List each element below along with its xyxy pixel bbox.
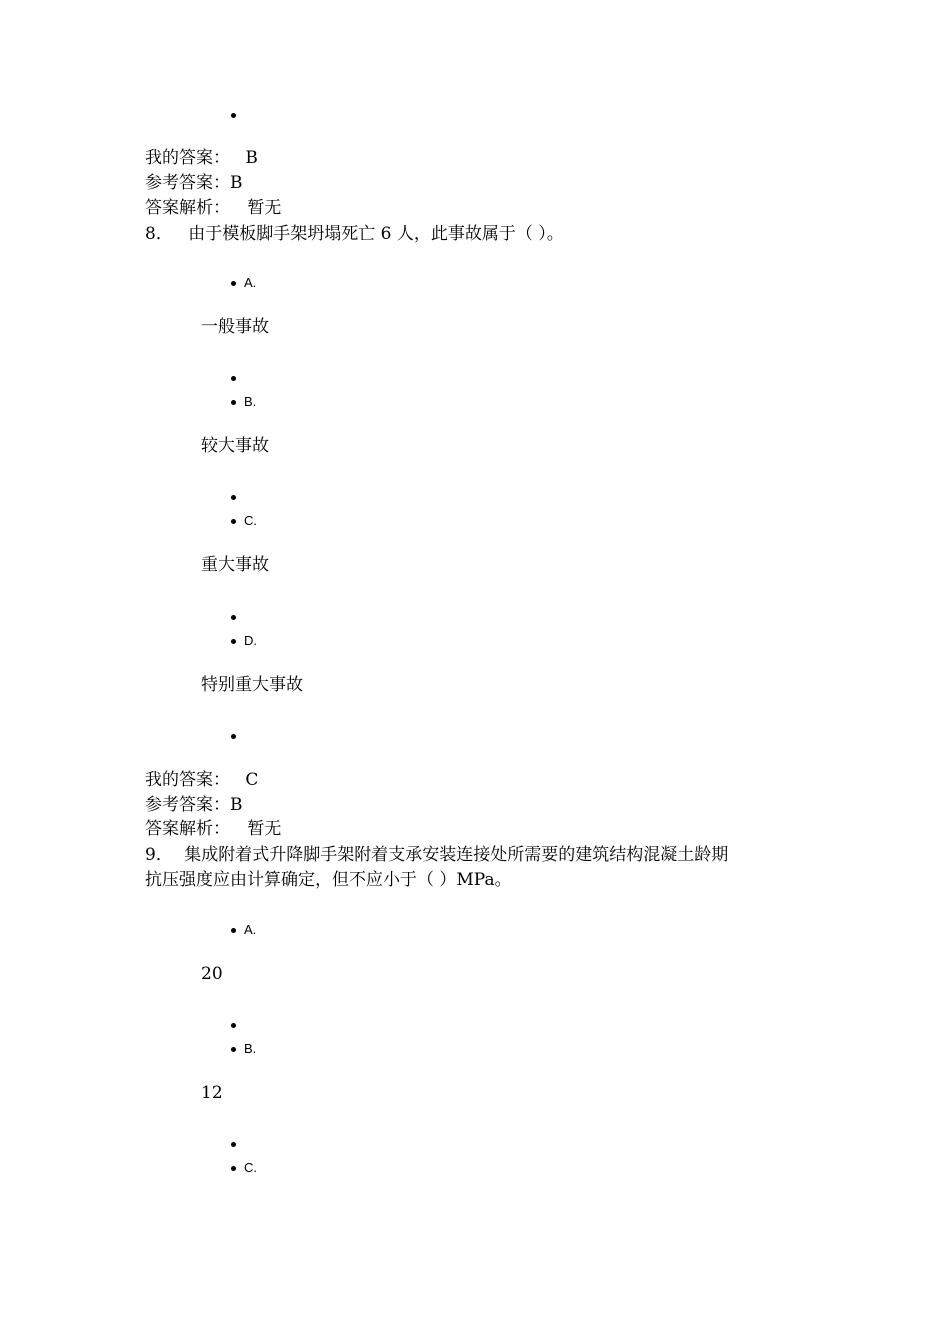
list-bullet (231, 639, 236, 644)
list-bullet (231, 1166, 236, 1171)
question-9-stem-line1 (145, 847, 728, 864)
list-bullet (231, 1142, 236, 1147)
reference-answer-value: B (230, 173, 243, 193)
my-answer-row (145, 772, 258, 789)
question-8-stem (145, 226, 564, 243)
list-bullet (231, 281, 236, 286)
answer-analysis-value: 暂无 (247, 198, 282, 218)
list-bullet (231, 376, 236, 381)
option-c-letter: C. (244, 1160, 257, 1175)
list-bullet (231, 734, 236, 739)
answer-analysis-label: 答案解析： (145, 819, 230, 839)
answer-analysis-value: 暂无 (247, 819, 282, 839)
question-number: 8． (145, 224, 173, 244)
option-b-text[interactable]: 较大事故 (201, 436, 269, 456)
reference-answer-row (145, 797, 243, 814)
option-c-text[interactable]: 重大事故 (201, 555, 269, 575)
answer-analysis-row (145, 200, 281, 217)
option-c-letter: C. (244, 513, 257, 528)
option-d-letter: D. (244, 633, 257, 648)
my-answer-value: C (245, 770, 259, 790)
reference-answer-row (145, 175, 243, 192)
reference-answer-label: 参考答案： (145, 173, 230, 193)
option-b-text[interactable]: 12 (201, 1083, 223, 1103)
answer-analysis-row (145, 821, 281, 838)
option-a-text[interactable]: 20 (201, 964, 223, 984)
my-answer-label: 我的答案： (145, 770, 230, 790)
question-9-stem-line2: 抗压强度应由计算确定，但不应小于（ ）MPa。 (145, 870, 512, 890)
list-bullet (231, 1047, 236, 1052)
list-bullet (231, 113, 236, 118)
option-b-letter: B. (244, 1041, 257, 1056)
question-text: 由于模板脚手架坍塌死亡 6 人，此事故属于（ ）。 (188, 224, 564, 244)
option-d-text[interactable]: 特别重大事故 (201, 675, 303, 695)
my-answer-label: 我的答案： (145, 148, 230, 168)
my-answer-value: B (245, 148, 258, 168)
option-a-letter: A. (244, 922, 257, 937)
question-text: 集成附着式升降脚手架附着支承安装连接处所需要的建筑结构混凝土龄期 (184, 845, 729, 865)
question-number: 9． (145, 845, 173, 865)
option-a-letter: A. (244, 275, 257, 290)
list-bullet (231, 615, 236, 620)
list-bullet (231, 1023, 236, 1028)
answer-analysis-label: 答案解析： (145, 198, 230, 218)
my-answer-row (145, 150, 258, 167)
reference-answer-label: 参考答案： (145, 795, 230, 815)
option-a-text[interactable]: 一般事故 (201, 317, 269, 337)
list-bullet (231, 400, 236, 405)
list-bullet (231, 519, 236, 524)
option-b-letter: B. (244, 394, 257, 409)
reference-answer-value: B (230, 795, 243, 815)
list-bullet (231, 928, 236, 933)
list-bullet (231, 495, 236, 500)
